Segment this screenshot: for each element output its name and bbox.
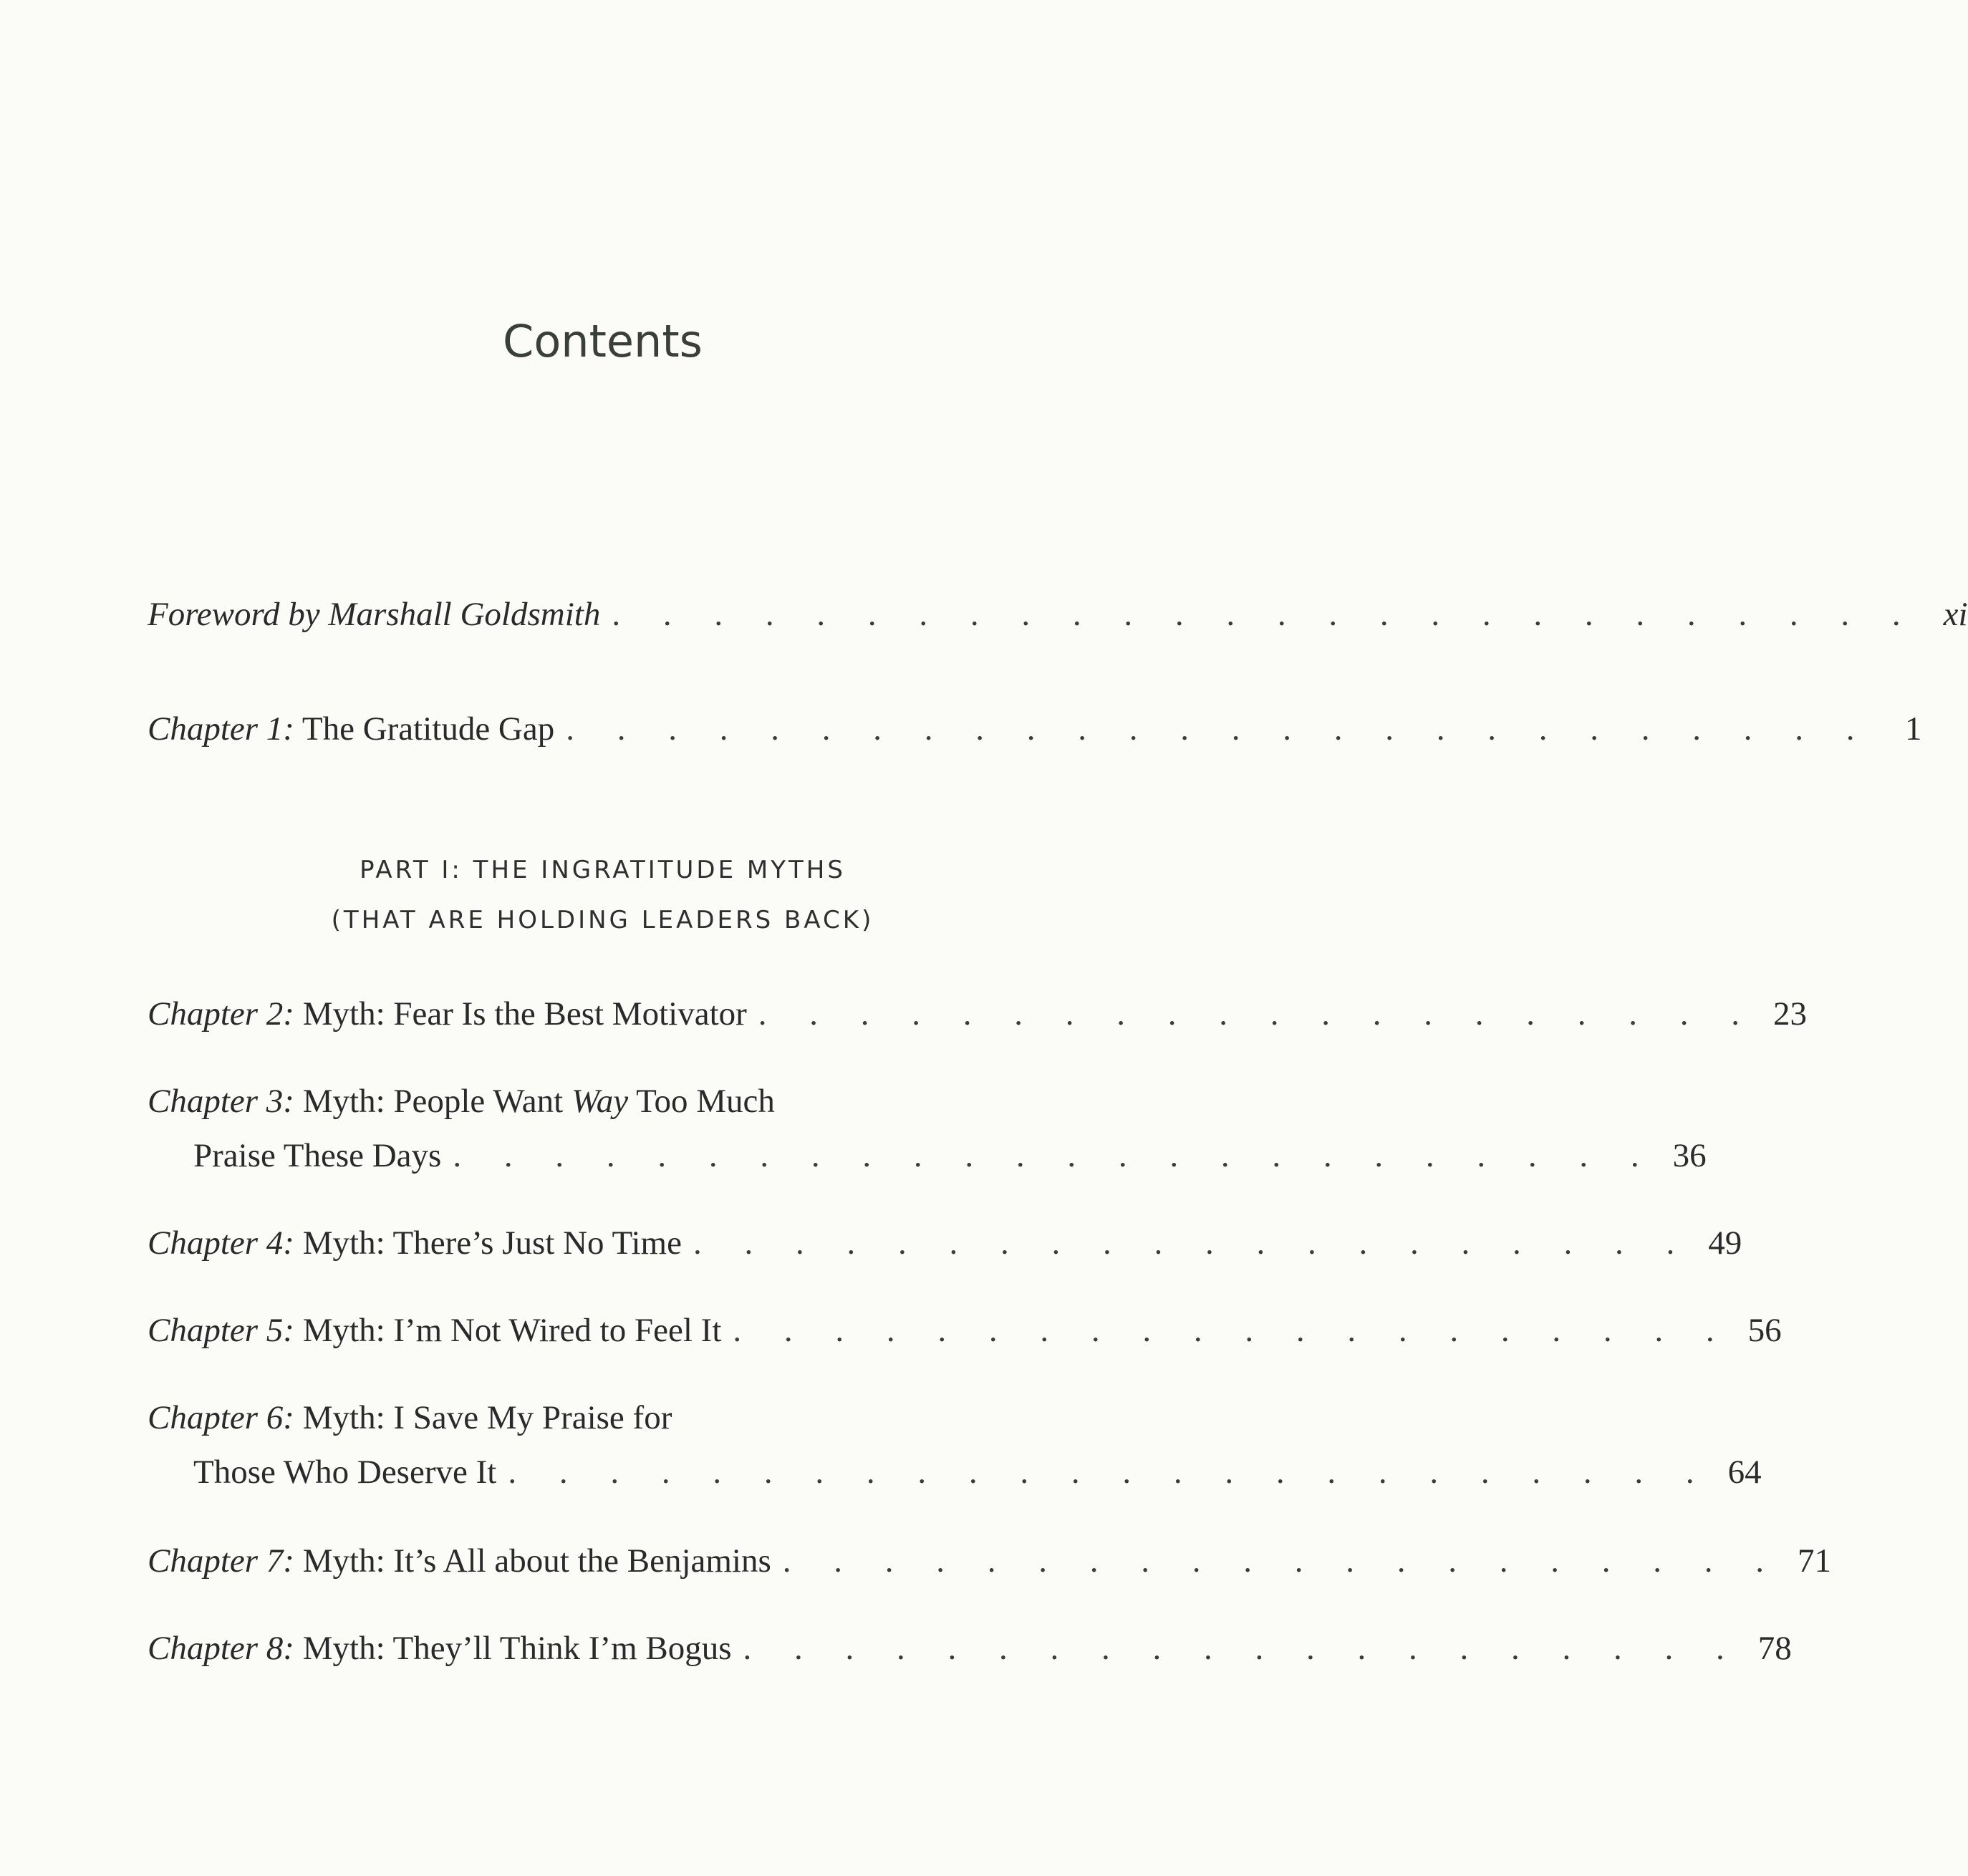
page-number: 56 xyxy=(1747,1312,1782,1349)
part-heading xyxy=(0,845,1205,945)
page-number: 49 xyxy=(1708,1224,1742,1262)
chapter-title: The Gratitude Gap xyxy=(302,710,555,748)
dot-leader: . . . . . . . . . . . . . . . . . . . . xyxy=(782,1542,1782,1580)
page-number: 78 xyxy=(1757,1630,1792,1667)
chapter-title-part-b: Too Much xyxy=(628,1083,775,1120)
dot-leader: . . . . . . . . . . . . . . . . . . . . . . . . . . xyxy=(566,710,1872,748)
chapter-title-part-a: Myth: People Want xyxy=(302,1083,571,1120)
chapter-title: Myth: Fear Is the Best Motivator xyxy=(302,995,747,1033)
toc-entry-chapter-8 xyxy=(148,1621,1792,1676)
page-number: xi xyxy=(1943,596,1968,633)
page-number: 36 xyxy=(1672,1137,1707,1174)
toc-entry-chapter-4 xyxy=(148,1216,1742,1270)
toc-entry-chapter-6 xyxy=(148,1391,1762,1499)
dot-leader: . . . . . . . . . . . . . . . . . . . . . . . . xyxy=(508,1454,1712,1491)
part-heading-line-1: PART I: THE INGRATITUDE MYTHS xyxy=(360,856,846,884)
toc-entry-foreword xyxy=(148,587,1968,642)
chapter-prefix: Chapter 6: xyxy=(148,1399,294,1436)
chapter-label xyxy=(148,1391,672,1445)
chapter-title-emphasis: Way xyxy=(571,1083,629,1120)
chapter-title: Myth: It’s All about the Benjamins xyxy=(302,1542,771,1580)
chapter-prefix: Chapter 3: xyxy=(148,1083,294,1120)
page-number: 23 xyxy=(1773,995,1808,1033)
chapter-prefix: Chapter 5: xyxy=(148,1312,294,1349)
chapter-label xyxy=(148,1074,775,1128)
toc-entry-chapter-3 xyxy=(148,1074,1707,1183)
page-number: 64 xyxy=(1727,1454,1762,1491)
dot-leader: . . . . . . . . . . . . . . . . . . . . . . . . . . xyxy=(612,596,1918,633)
chapter-title-line-2: Praise These Days xyxy=(193,1137,442,1174)
toc-entry-chapter-5 xyxy=(148,1303,1782,1358)
dot-leader: . . . . . . . . . . . . . . . . . . . . xyxy=(733,1312,1732,1349)
chapter-label xyxy=(148,702,554,756)
page-number: 71 xyxy=(1798,1542,1832,1580)
foreword-label: Foreword by Marshall Goldsmith xyxy=(148,596,601,633)
chapter-label xyxy=(148,1303,721,1358)
chapter-title: Myth: There’s Just No Time xyxy=(302,1224,682,1262)
dot-leader: . . . . . . . . . . . . . . . . . . . . xyxy=(693,1224,1692,1262)
part-heading-line-2: (THAT ARE HOLDING LEADERS BACK) xyxy=(331,906,874,934)
chapter-prefix: Chapter 2: xyxy=(148,995,294,1033)
chapter-label xyxy=(148,987,747,1041)
chapter-title-line-2: Those Who Deserve It xyxy=(193,1454,497,1491)
chapter-prefix: Chapter 4: xyxy=(148,1224,294,1262)
chapter-prefix: Chapter 1: xyxy=(148,710,294,748)
toc-entry-chapter-2 xyxy=(148,987,1808,1041)
dot-leader: . . . . . . . . . . . . . . . . . . . . . . . . xyxy=(453,1137,1656,1174)
page-number: 1 xyxy=(1905,710,1922,748)
chapter-title: Myth: I Save My Praise for xyxy=(302,1399,672,1436)
toc-entry-chapter-1 xyxy=(148,702,1922,756)
chapter-title: Myth: They’ll Think I’m Bogus xyxy=(302,1630,732,1667)
chapter-label xyxy=(148,1621,732,1676)
page-title: Contents xyxy=(503,315,703,367)
dot-leader: . . . . . . . . . . . . . . . . . . . . xyxy=(758,995,1757,1033)
chapter-prefix: Chapter 8: xyxy=(148,1630,294,1667)
toc-entry-chapter-7 xyxy=(148,1534,1832,1588)
chapter-label xyxy=(148,1216,682,1270)
dot-leader: . . . . . . . . . . . . . . . . . . . . xyxy=(743,1630,1742,1667)
chapter-title: Myth: I’m Not Wired to Feel It xyxy=(302,1312,722,1349)
chapter-label xyxy=(148,1534,771,1588)
chapter-prefix: Chapter 7: xyxy=(148,1542,294,1580)
